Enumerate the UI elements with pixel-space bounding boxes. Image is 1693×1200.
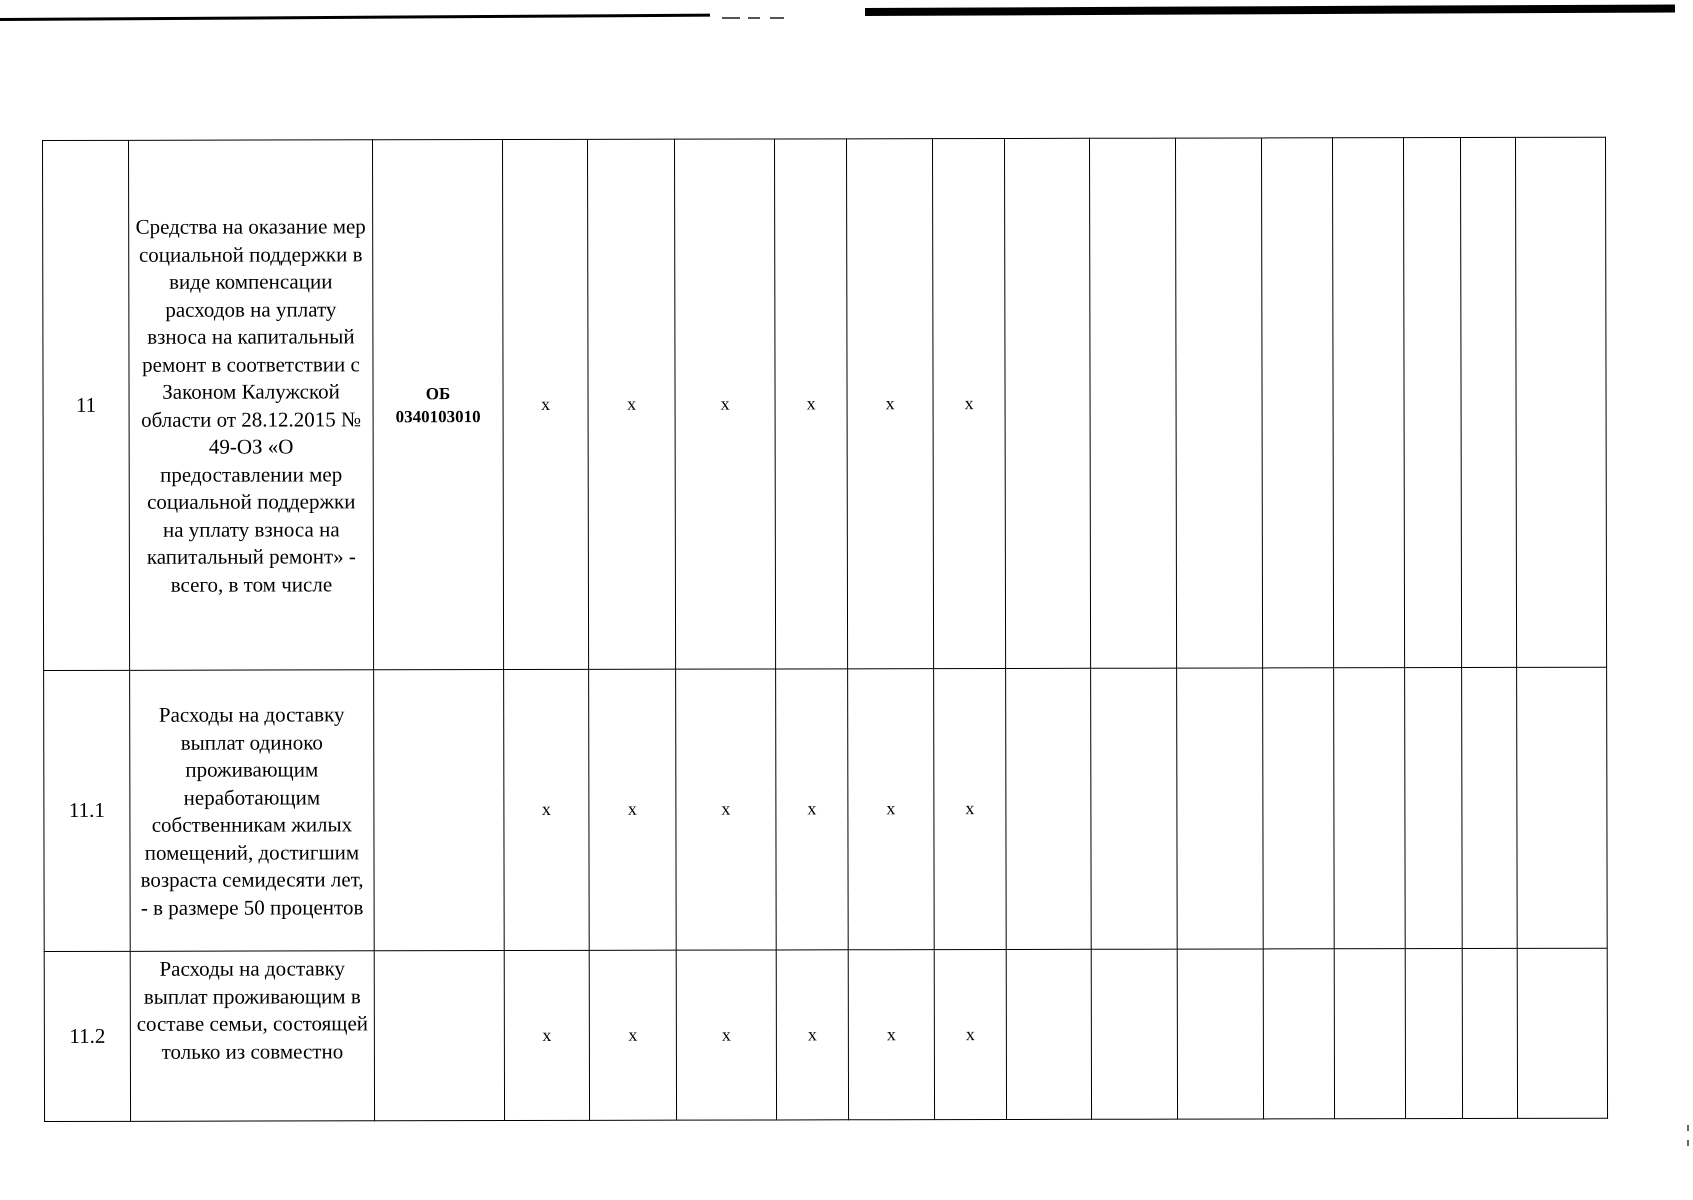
- mark-cell: x: [589, 950, 676, 1120]
- empty-cell: [1091, 949, 1177, 1119]
- mark-cell: x: [848, 950, 934, 1120]
- empty-cell: [1462, 948, 1517, 1118]
- mark-cell: x: [932, 138, 1005, 668]
- empty-cell: [1089, 138, 1176, 668]
- scan-tick: [1687, 1140, 1689, 1146]
- empty-cell: [1515, 137, 1606, 667]
- mark-cell: x: [676, 669, 777, 950]
- empty-cell: [1334, 668, 1406, 949]
- budget-code-type: ОБ: [425, 383, 451, 403]
- scan-tick: [1687, 1125, 1689, 1131]
- empty-cell: [1405, 668, 1463, 949]
- empty-cell: [1405, 949, 1462, 1119]
- mark-cell: x: [504, 669, 590, 950]
- budget-table: [42, 137, 1608, 1122]
- empty-cell: [1175, 138, 1262, 668]
- mark-cell: x: [674, 139, 775, 669]
- scan-dash: [770, 17, 784, 19]
- mark-cell: x: [934, 949, 1006, 1119]
- table-row: [43, 137, 1607, 670]
- empty-cell: [1006, 949, 1091, 1119]
- scan-edge-line-left: [0, 14, 710, 21]
- empty-cell: [1517, 948, 1607, 1118]
- mark-cell: x: [587, 139, 675, 669]
- empty-cell: [1261, 138, 1333, 668]
- empty-cell: [1177, 668, 1264, 949]
- scan-dash: [722, 17, 740, 19]
- empty-cell: [1460, 137, 1516, 667]
- budget-code: [374, 951, 504, 1121]
- scan-dash: [748, 17, 760, 19]
- scan-edge-line-right: [865, 4, 1675, 16]
- empty-cell: [1263, 668, 1335, 949]
- mark-cell: x: [676, 950, 776, 1120]
- empty-cell: [1462, 667, 1518, 948]
- empty-cell: [1334, 949, 1405, 1119]
- budget-code: [374, 670, 505, 951]
- mark-cell: x: [589, 669, 677, 950]
- row-description: Расходы на доставку выплат одиноко проживающим неработающим собственникам жилых помещений, достигшим возраста семидесяти лет, - в размере 50 процентов: [130, 670, 375, 952]
- mark-cell: x: [776, 669, 849, 950]
- mark-cell: x: [774, 139, 847, 669]
- table-row: [44, 667, 1608, 951]
- row-description: Средства на оказание мер социальной поддержки в виде компенсации расходов на уплату взноса на капитальный ремонт в соответствии с Законом Калужской области от 28.12.2015 № 49-ОЗ «О предоставлении мер социальной поддержки на уплату взноса на капитальный ремонт» - всего, в том числе: [129, 140, 374, 671]
- budget-code: [373, 140, 504, 670]
- row-number: 11: [43, 140, 130, 670]
- budget-code-number: 0340103010: [395, 406, 481, 426]
- row-number: 11.2: [44, 951, 130, 1121]
- mark-cell: x: [776, 950, 848, 1120]
- row-description: Расходы на доставку выплат проживающим в составе семьи, состоящей только из совместно: [130, 951, 374, 1122]
- table-row: [44, 948, 1607, 1121]
- empty-cell: [1403, 138, 1461, 668]
- empty-cell: [1006, 668, 1092, 949]
- empty-cell: [1263, 949, 1334, 1119]
- empty-cell: [1177, 949, 1263, 1119]
- empty-cell: [1091, 668, 1178, 949]
- empty-cell: [1332, 138, 1404, 668]
- mark-cell: x: [504, 950, 589, 1120]
- empty-cell: [1004, 138, 1090, 668]
- mark-cell: x: [503, 139, 589, 669]
- empty-cell: [1517, 667, 1608, 948]
- mark-cell: x: [846, 139, 933, 669]
- mark-cell: x: [934, 668, 1007, 949]
- row-number: 11.1: [44, 670, 131, 951]
- mark-cell: x: [848, 669, 935, 950]
